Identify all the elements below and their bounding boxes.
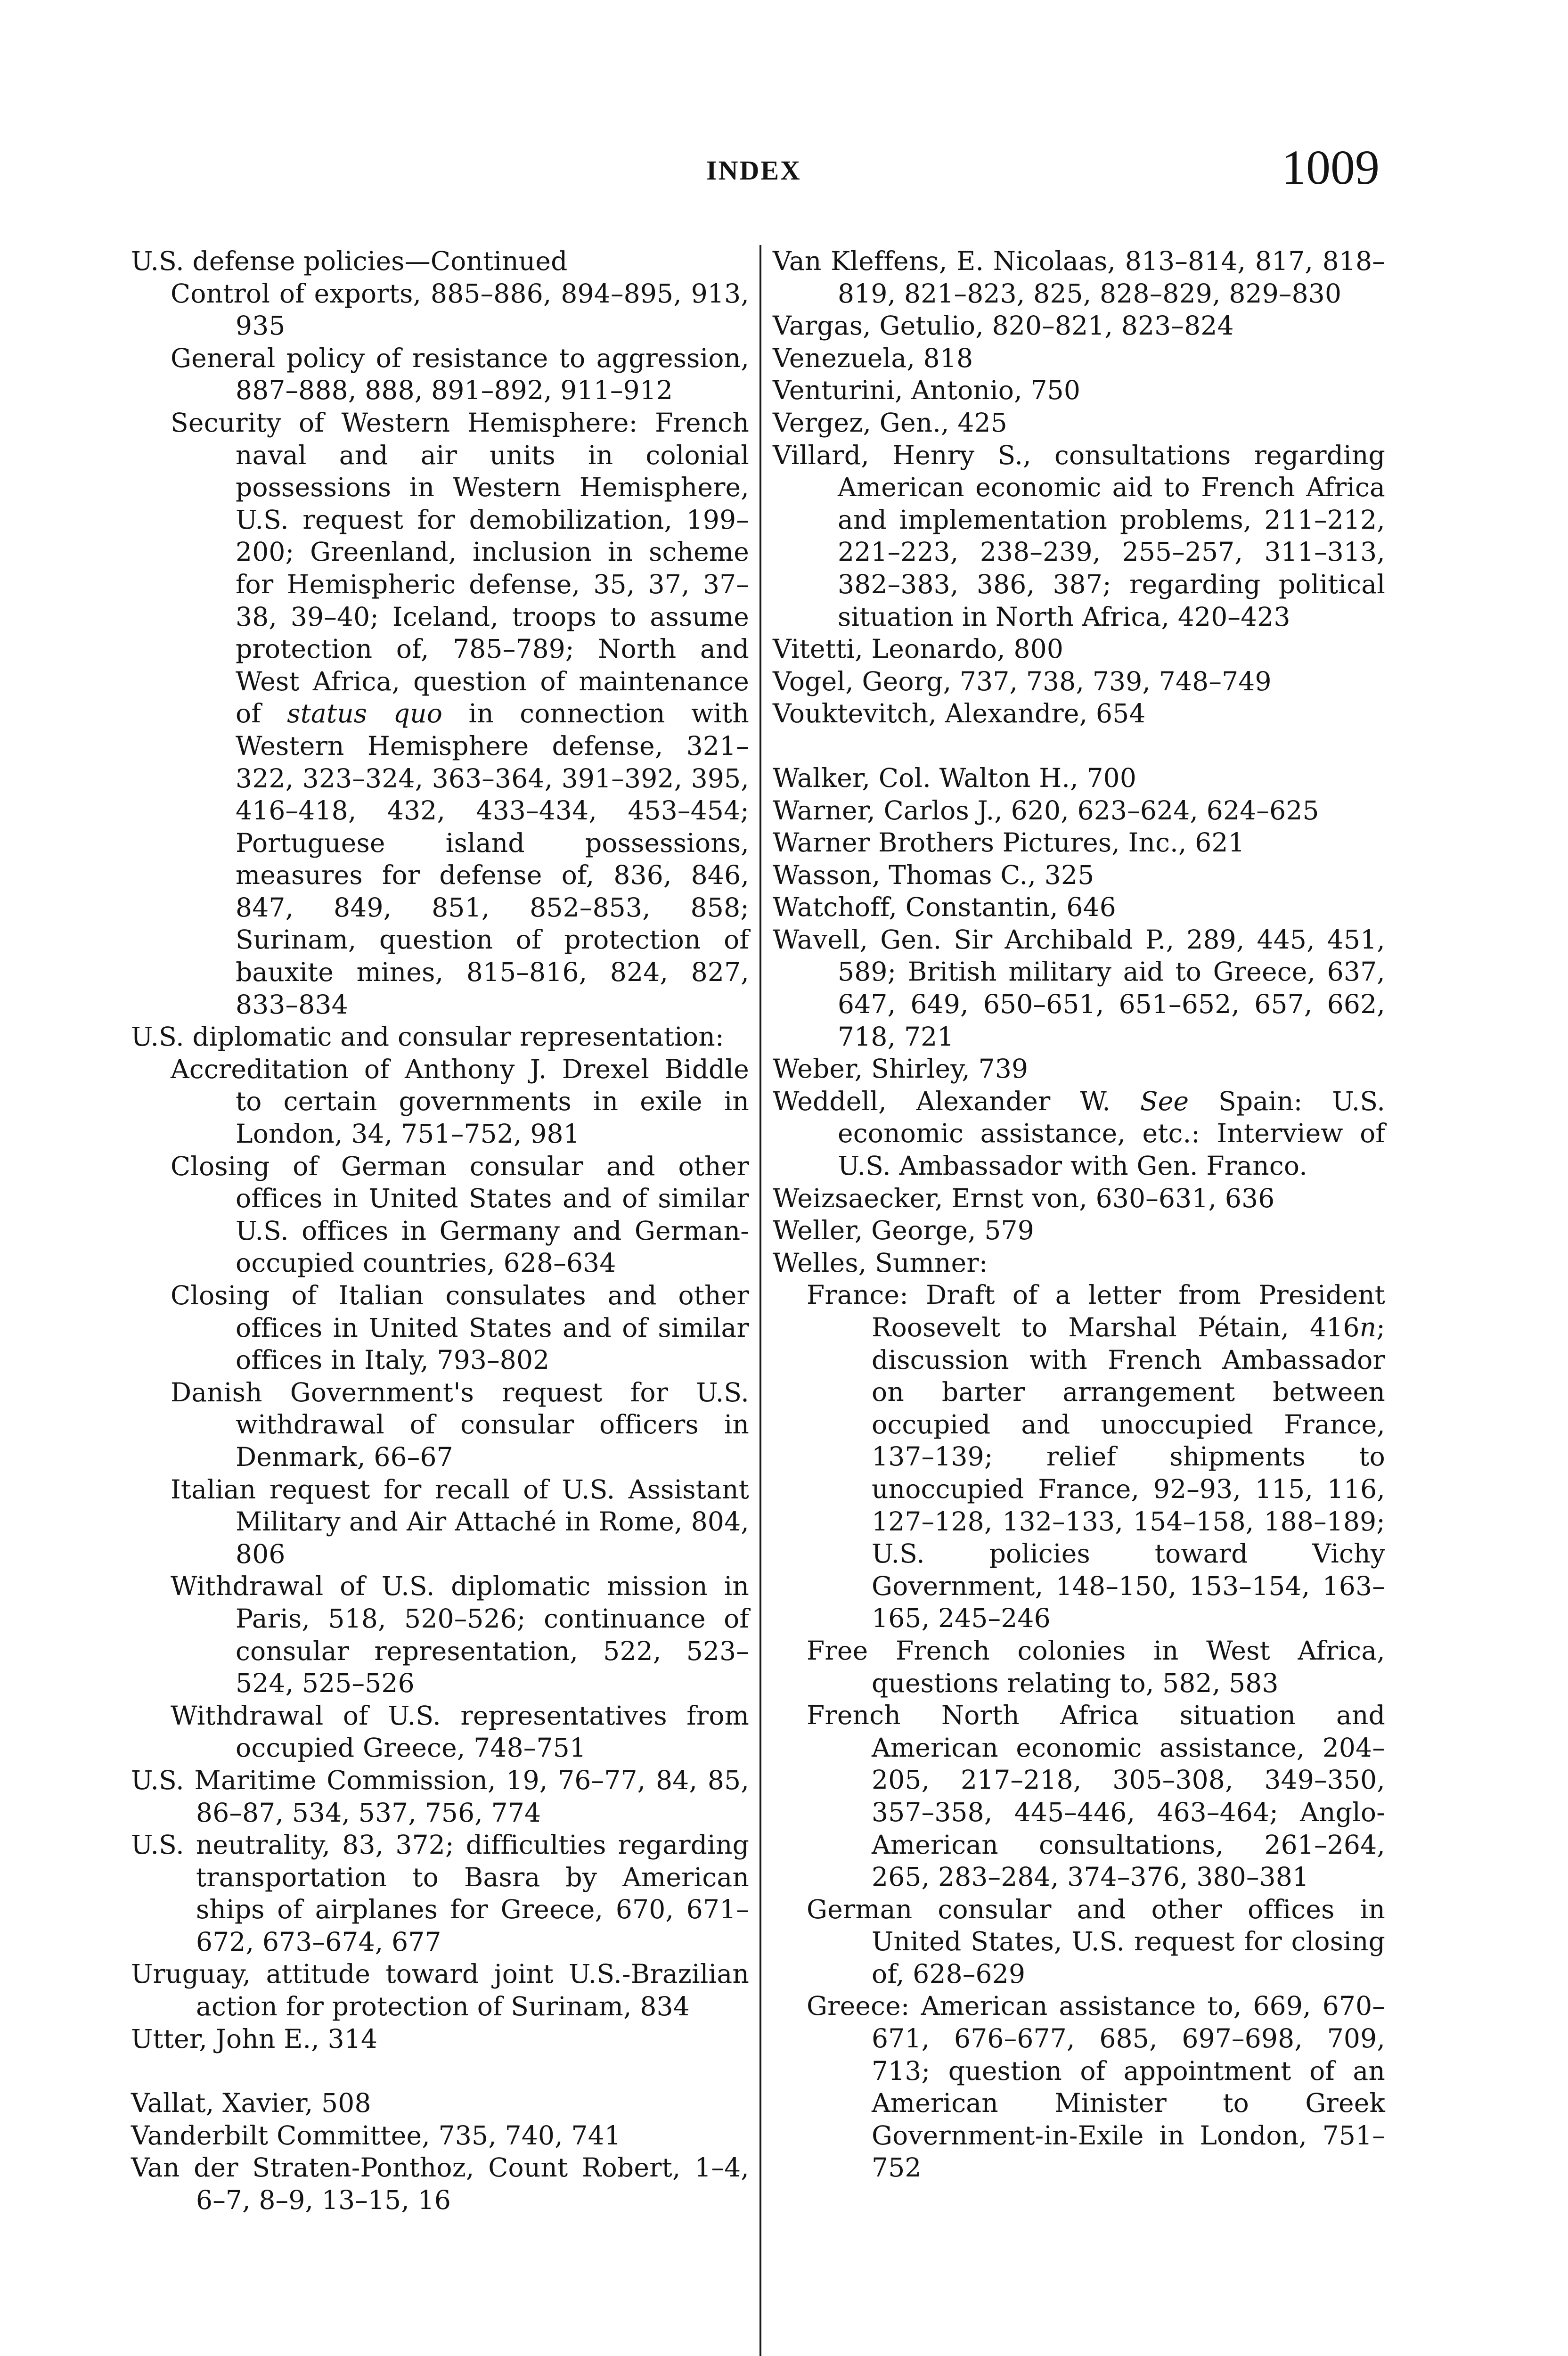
entry-text: Control of exports, 885–886, 894–895, 913, 935 (171, 278, 749, 341)
entry-text: Closing of Italian consulates and other offices in United States and of similar offices in Italy, 793–802 (171, 1280, 749, 1375)
entry-text: Venezuela, 818 (773, 343, 973, 373)
index-entry (773, 310, 1385, 342)
entry-text: Uruguay, attitude toward joint U.S.-Brazilian action for protection of Surinam, 834 (131, 1959, 749, 2022)
index-entry (131, 1958, 749, 2022)
entry-text: Utter, John E., 314 (131, 2023, 378, 2054)
entry-text: Walker, Col. Walton H., 700 (773, 762, 1137, 793)
index-entry (773, 439, 1385, 633)
page-header (0, 0, 1568, 226)
index-entry (773, 1214, 1385, 1247)
index-entry (773, 1247, 1385, 1279)
entry-text: Withdrawal of U.S. diplomatic mission in Paris, 518, 520–526; continuance of consular representation, 522, 523–524, 525–526 (171, 1571, 749, 1699)
entry-text: Van der Straten-Ponthoz, Count Robert, 1–4, 6–7, 8–9, 13–15, 16 (131, 2152, 749, 2216)
italic-term: n (1359, 1312, 1377, 1342)
index-entry (773, 245, 1385, 310)
index-entry (773, 342, 1385, 375)
index-entry (773, 924, 1385, 1053)
index-entry (773, 891, 1385, 924)
index-subentry (131, 1279, 749, 1376)
entry-text: General policy of resistance to aggression, 887–888, 888, 891–892, 911–912 (171, 343, 749, 406)
entry-text: France: Draft of a letter from President Roosevelt to Marshal Pétain, 416 (807, 1280, 1385, 1342)
index-entry (773, 374, 1385, 407)
entry-text: Weizsaecker, Ernst von, 630–631, 636 (773, 1183, 1275, 1213)
entry-text: Vergez, Gen., 425 (773, 407, 1007, 438)
index-entry (773, 1182, 1385, 1215)
index-subentry (773, 1279, 1385, 1635)
index-subentry (131, 1376, 749, 1473)
index-entry (131, 2151, 749, 2216)
entry-text: U.S. diplomatic and consular representation: (131, 1022, 724, 1052)
index-subentry (131, 407, 749, 1021)
entry-text: Vogel, Georg, 737, 738, 739, 748–749 (773, 666, 1272, 696)
entry-text: Warner Brothers Pictures, Inc., 621 (773, 827, 1245, 858)
entry-text: Security of Western Hemisphere: French naval and air units in colonial possessions in Western Hemisphere, U.S. request for demobilization, 199–200; Greenland, inclusion in scheme for Hemispheric defense, 35, 37, 37–38, 39–40; Iceland, troops to assume protection of, 785–789; North and West Africa, question of maintenance of (171, 407, 749, 729)
index-entry (773, 633, 1385, 665)
index-entry (773, 826, 1385, 859)
right-column (773, 245, 1385, 2184)
index-entry (131, 1829, 749, 1958)
index-subentry (131, 1150, 749, 1279)
index-subentry (131, 278, 749, 342)
entry-text: Weller, George, 579 (773, 1215, 1034, 1246)
entry-text: Weddell, Alexander W. (773, 1086, 1140, 1116)
index-entry (773, 859, 1385, 892)
entry-text: ; discussion with French Ambassador on barter arrangement between occupied and unoccupied France, 137–139; relief shipments to unoccupied France, 92–93, 115, 116, 127–128, 132–133, 154–158, 188–189; U.S. policies toward Vichy Government, 148–150, 153–154, 163–165, 245–246 (872, 1312, 1385, 1634)
index-entry (131, 245, 749, 278)
entry-text: Wasson, Thomas C., 325 (773, 859, 1094, 890)
entry-text: Spain: U.S. economic assistance, etc.: Interview of U.S. Ambassador with Gen. Franco. (838, 1086, 1386, 1181)
index-entry (773, 407, 1385, 439)
running-head: INDEX (706, 155, 801, 186)
index-subentry (773, 1893, 1385, 1990)
index-entry (773, 1085, 1385, 1182)
page-number: 1009 (1282, 140, 1380, 195)
index-entry (131, 2119, 749, 2152)
index-subentry (773, 1635, 1385, 1699)
left-column (131, 245, 749, 2217)
entry-text: Vouktevitch, Alexandre, 654 (773, 698, 1146, 729)
entry-text: U.S. Maritime Commission, 19, 76–77, 84, 85, 86–87, 534, 537, 756, 774 (131, 1765, 749, 1828)
entry-text: U.S. neutrality, 83, 372; difficulties regarding transportation to Basra by American ships of airplanes for Greece, 670, 671–672, 673–674, 677 (131, 1830, 749, 1957)
index-subentry (131, 342, 749, 407)
entry-text: in connection with Western Hemisphere defense, 321–322, 323–324, 363–364, 391–392, 395, 416–418, 432, 433–434, 453–454; Portuguese island possessions, measures for defense of, 836, 846, 847, 849, 851, 852–853, 858; Surinam, question of protection of bauxite mines, 815–816, 824, 827, 833–834 (236, 698, 750, 1020)
italic-term: status quo (287, 698, 443, 729)
index-subentry (773, 1699, 1385, 1893)
entry-text: Vargas, Getulio, 820–821, 823–824 (773, 311, 1234, 341)
entry-text: German consular and other offices in United States, U.S. request for closing of, 628–629 (807, 1894, 1385, 1989)
entry-text: Venturini, Antonio, 750 (773, 375, 1081, 406)
index-entry (773, 794, 1385, 827)
entry-text: Italian request for recall of U.S. Assistant Military and Air Attaché in Rome, 804, 806 (171, 1474, 749, 1569)
index-entry (773, 1053, 1385, 1085)
index-subentry (131, 1053, 749, 1150)
entry-text: Closing of German consular and other offices in United States and of similar U.S. offices in Germany and German-occupied countries, 628–634 (171, 1151, 749, 1278)
entry-text: Warner, Carlos J., 620, 623–624, 624–625 (773, 795, 1319, 826)
italic-term: See (1140, 1086, 1189, 1116)
entry-text: Greece: American assistance to, 669, 670–671, 676–677, 685, 697–698, 709, 713; question of appointment of an American Minister to Greek Government-in-Exile in London, 751–752 (807, 1991, 1385, 2183)
entry-text: Weber, Shirley, 739 (773, 1054, 1029, 1084)
index-entry (131, 2087, 749, 2119)
index-entry (131, 1764, 749, 1829)
entry-text: Welles, Sumner: (773, 1247, 988, 1278)
index-subentry (131, 1473, 749, 1571)
entry-text: Wavell, Gen. Sir Archibald P., 289, 445, 451, 589; British military aid to Greece, 637, 647, 649, 650–651, 651–652, 657, 662, 718, 721 (773, 924, 1385, 1052)
column-divider (760, 245, 761, 2356)
index-entry (773, 665, 1385, 698)
entry-text: Danish Government's request for U.S. withdrawal of consular officers in Denmark, 66–67 (171, 1377, 749, 1472)
entry-text: Accreditation of Anthony J. Drexel Biddle to certain governments in exile in London, 34, 751–752, 981 (171, 1054, 749, 1149)
index-entry (773, 697, 1385, 730)
index-entry (131, 1021, 749, 1053)
index-entry (131, 2023, 749, 2055)
entry-text: Free French colonies in West Africa, questions relating to, 582, 583 (807, 1635, 1385, 1698)
index-entry (773, 762, 1385, 794)
entry-text: Van Kleffens, E. Nicolaas, 813–814, 817, 818–819, 821–823, 825, 828–829, 829–830 (773, 246, 1385, 309)
index-subentry (773, 1990, 1385, 2184)
entry-text: Vanderbilt Committee, 735, 740, 741 (131, 2120, 621, 2151)
entry-text: Vallat, Xavier, 508 (131, 2088, 371, 2119)
entry-text: U.S. defense policies—Continued (131, 246, 568, 276)
entry-text: Villard, Henry S., consultations regarding American economic aid to French Africa and implementation problems, 211–212, 221–223, 238–239, 255–257, 311–313, 382–383, 386, 387; regarding political situation in North Africa, 420–423 (773, 440, 1385, 632)
entry-text: French North Africa situation and American economic assistance, 204–205, 217–218, 305–308, 349–350, 357–358, 445–446, 463–464; Anglo-American consultations, 261–264, 265, 283–284, 374–376, 380–381 (807, 1700, 1385, 1892)
index-subentry (131, 1570, 749, 1699)
entry-text: Withdrawal of U.S. representatives from occupied Greece, 748–751 (171, 1700, 749, 1763)
entry-text: Watchoff, Constantin, 646 (773, 892, 1116, 923)
entry-text: Vitetti, Leonardo, 800 (773, 634, 1064, 664)
index-subentry (131, 1700, 749, 1764)
